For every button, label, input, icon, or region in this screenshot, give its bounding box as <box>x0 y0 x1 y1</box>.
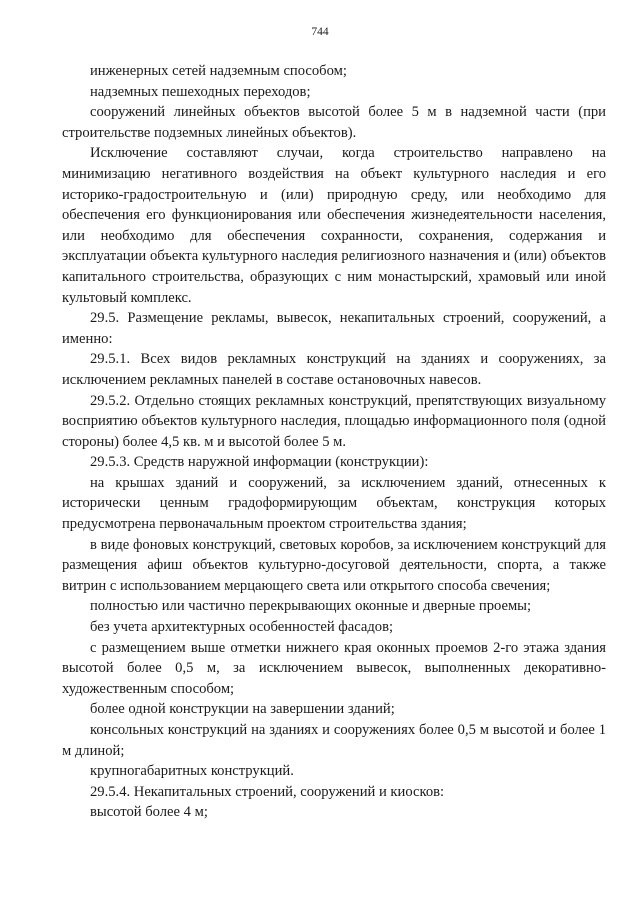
paragraph-13: с размещением выше отметки нижнего края оконных проемов 2-го этажа здания высотой более 0,5 м, за исключением вывесок, выполненных декоративно-художественным способом; <box>62 639 606 697</box>
paragraph-17: 29.5.4. Некапитальных строений, сооружений и киосков: <box>90 783 445 800</box>
paragraph-8: 29.5.3. Средств наружной информации (конструкции): <box>90 454 429 471</box>
paragraph-3: сооружений линейных объектов высотой более 5 м в надземной части (при строительстве подземных линейных объектов). <box>62 104 606 141</box>
paragraph-7: 29.5.2. Отдельно стоящих рекламных конструкций, препятствующих визуальному восприятию объектов культурного наследия, площадью информационного поля (одной стороны) более 4,5 кв. м и высотой более 5 м. <box>62 392 606 450</box>
document-body <box>62 61 606 823</box>
paragraph-18: высотой более 4 м; <box>90 804 208 821</box>
paragraph-6: 29.5.1. Всех видов рекламных конструкций на зданиях и сооружениях, за исключением рекламных панелей в составе остановочных навесов. <box>62 351 606 388</box>
paragraph-9: на крышах зданий и сооружений, за исключением зданий, отнесенных к исторически ценным градоформирующим объектам, конструкция которых предусмотрена первоначальным проектом строительства здания; <box>62 474 606 533</box>
paragraph-10: в виде фоновых конструкций, световых коробов, за исключением конструкций для размещения афиш объектов культурно-досуговой деятельности, спорта, а также витрин с использованием мерцающего света или открытого способа свечения; <box>62 536 606 594</box>
paragraph-11: полностью или частично перекрывающих оконные и дверные проемы; <box>90 598 532 615</box>
paragraph-1: инженерных сетей надземным способом; <box>90 63 347 79</box>
paragraph-12: без учета архитектурных особенностей фасадов; <box>90 619 394 636</box>
paragraph-16: крупногабаритных конструкций. <box>90 763 294 780</box>
paragraph-4: Исключение составляют случаи, когда строительство направлено на минимизацию негативного воздействия на объект культурного наследия и его историко-градостроительную и (или) природную среду, или необходимо для обеспечения его функционирования или обеспечения жизнедеятельности населения, или необходимо для обеспечения сохранности, сохранения, содержания и эксплуатации объекта культурного наследия религиозного назначения и (или) объектов капитального строительства, образующих с ним монастырский, храмовый или иной культовый комплекс. <box>62 145 606 306</box>
paragraph-14: более одной конструкции на завершении зданий; <box>90 701 395 718</box>
paragraph-2: надземных пешеходных переходов; <box>90 83 311 100</box>
paragraph-15: консольных конструкций на зданиях и сооружениях более 0,5 м высотой и более 1 м длиной; <box>62 722 606 759</box>
paragraph-5: 29.5. Размещение рекламы, вывесок, некапитальных строений, сооружений, а именно: <box>62 310 606 347</box>
page-number: 744 <box>311 26 329 38</box>
